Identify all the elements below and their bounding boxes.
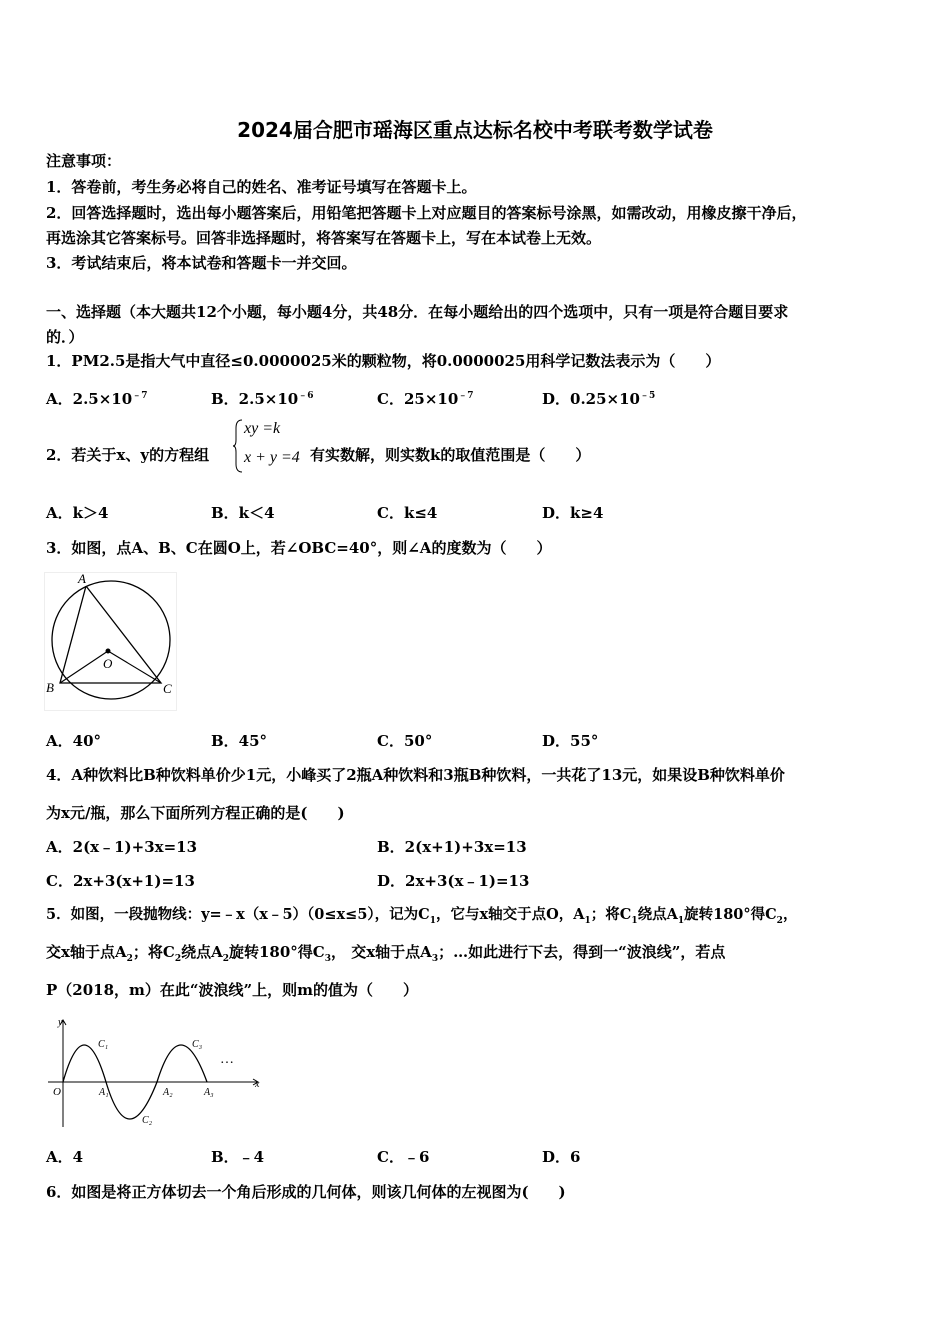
q5-stem-line1: 5．如图，一段抛物线：y=﹣x（x﹣5）（0≤x≤5），记为$C_1$，它与x轴交于点O，$A_1$；将$C_1$绕点$A_1$旋转180°得$C_2$， xyxy=(46,906,798,926)
q5-option-a: A．4 xyxy=(46,1148,84,1166)
q5-option-b: B．﹣4 xyxy=(211,1148,265,1166)
label-c1: C₁ xyxy=(98,1039,109,1050)
page-title: 2024届合肥市瑶海区重点达标名校中考联考数学试卷 xyxy=(237,118,713,142)
q5-wave-figure xyxy=(44,1015,264,1130)
section-heading-cont: 的．） xyxy=(46,328,84,346)
q3-stem: 3．如图，点A、B、C在圆O上，若∠OBC=40°，则∠A的度数为（ ） xyxy=(46,539,552,557)
q3-circle-figure xyxy=(44,572,178,712)
notes-item: 2．回答选择题时，选出每小题答案后，用铅笔把答题卡上对应题目的答案标号涂黑，如需改动，用橡皮擦干净后， xyxy=(46,204,807,222)
q5-option-d: D．6 xyxy=(542,1148,581,1166)
q4-option-c: C．2x+3(x+1)=13 xyxy=(46,872,195,890)
q2-equation-system xyxy=(232,418,312,474)
q3-option-c: C．50° xyxy=(377,732,433,750)
q3-option-b: B．45° xyxy=(211,732,268,750)
q1-option-c: C．$25\times 10^{﹣7}$ xyxy=(377,390,474,408)
label-c2: C₂ xyxy=(142,1115,153,1126)
notes-item: 3．考试结束后，将本试卷和答题卡一并交回。 xyxy=(46,254,357,272)
q2-eq2: x + y =4 xyxy=(244,449,300,466)
segment-oc xyxy=(108,651,161,683)
label-c: C xyxy=(163,681,172,696)
q2-eq1: xy =k xyxy=(244,420,281,437)
ellipsis: … xyxy=(221,1052,234,1067)
q3-option-a: A．40° xyxy=(46,732,102,750)
q2-option-c: C．k≤4 xyxy=(377,504,438,522)
circle-o xyxy=(52,581,170,699)
q1-option-b: B．$2.5\times 10^{﹣6}$ xyxy=(211,390,314,408)
label-a: A xyxy=(78,572,86,586)
section-heading: 一、选择题（本大题共12个小题，每小题4分，共48分．在每小题给出的四个选项中，只有一项是符合题目要求 xyxy=(46,303,789,321)
q2-option-a: A．k＞4 xyxy=(46,504,109,522)
label-y: y xyxy=(58,1017,63,1028)
q5-option-c: C．﹣6 xyxy=(377,1148,430,1166)
label-b: B xyxy=(46,680,54,695)
q4-stem-line2: 为x元/瓶，那么下面所列方程正确的是( ) xyxy=(46,804,345,822)
center-dot xyxy=(106,649,111,654)
notes-item: 1．答卷前，考生务必将自己的姓名、准考证号填写在答题卡上。 xyxy=(46,178,477,196)
brace-icon xyxy=(232,418,244,474)
label-a1: A₁ xyxy=(99,1087,109,1098)
q2-option-b: B．k＜4 xyxy=(211,504,275,522)
q6-stem: 6．如图是将正方体切去一个角后形成的几何体，则该几何体的左视图为( ) xyxy=(46,1183,566,1201)
q5-stem-line3: P（2018，m）在此“波浪线”上，则m的值为（ ） xyxy=(46,981,419,999)
label-o: O xyxy=(103,656,113,671)
q2-option-d: D．k≥4 xyxy=(542,504,604,522)
q5-stem-line2: 交x轴于点$A_2$；将$C_2$绕点$A_2$旋转180°得$C_3$， 交x轴于点$A_3$；…如此进行下去，得到一“波浪线”，若点 xyxy=(46,943,726,964)
q4-option-d: D．2x+3(x﹣1)=13 xyxy=(377,872,530,890)
label-a2: A₂ xyxy=(163,1087,173,1098)
notes-heading: 注意事项： xyxy=(46,152,122,170)
label-a3: A₃ xyxy=(204,1087,214,1098)
q1-option-a: A．$2.5\times 10^{﹣7}$ xyxy=(46,390,148,408)
notes-item: 再选涂其它答案标号。回答非选择题时，将答案写在答题卡上，写在本试卷上无效。 xyxy=(46,229,602,247)
q1-option-d: D．$0.25\times 10^{﹣5}$ xyxy=(542,390,656,408)
q4-option-a: A．2(x﹣1)+3x=13 xyxy=(46,838,198,856)
q3-option-d: D．55° xyxy=(542,732,599,750)
label-x: x xyxy=(255,1079,260,1090)
q2-stem-pre: 2．若关于x、y的方程组 xyxy=(46,446,210,464)
q4-stem-line1: 4．A种饮料比B种饮料单价少1元，小峰买了2瓶A种饮料和3瓶B种饮料，一共花了13元，如果设B种饮料单价 xyxy=(46,766,785,784)
label-c3: C₃ xyxy=(192,1039,203,1050)
q1-stem: 1．PM2.5是指大气中直径≤0.0000025米的颗粒物，将0.0000025用科学记数法表示为（ ） xyxy=(46,352,721,370)
q4-option-b: B．2(x+1)+3x=13 xyxy=(377,838,527,856)
q2-stem-post: 有实数解，则实数k的取值范围是（ ） xyxy=(310,446,591,464)
label-o: O xyxy=(53,1086,61,1098)
